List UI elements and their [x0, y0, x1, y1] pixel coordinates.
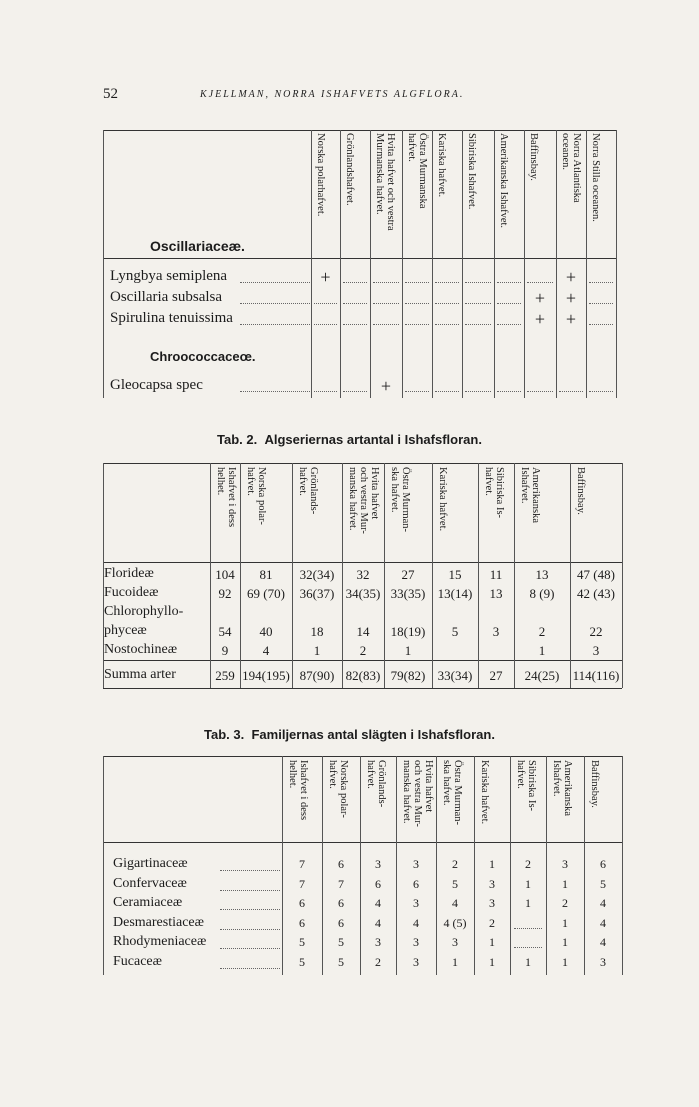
table-1-column-header: Sibiriska Ishafvet. — [466, 133, 477, 210]
table-3-left-rule — [103, 756, 104, 975]
table-2-sum-cell: 33(34) — [437, 668, 473, 683]
table-3-row-leader — [220, 948, 280, 949]
table-3-row-name: Confervaceæ — [113, 875, 187, 891]
table-2-cell: 8 (9) — [529, 586, 555, 601]
table-3-cell: 2 — [489, 915, 495, 930]
table-3-row-name: Desmarestiaceæ — [113, 914, 204, 930]
table-3-cell: 1 — [525, 896, 531, 910]
table-3-cell: 6 — [413, 876, 419, 891]
table-3-cell: 7 — [299, 876, 305, 891]
table-1-cell: + — [565, 267, 577, 287]
table-2-cell: 18(19) — [390, 624, 426, 639]
table-1-cell: + — [565, 309, 577, 329]
table-2-cell: 15 — [448, 567, 462, 582]
table-2-cell: 81 — [259, 567, 273, 582]
table-3-cell: 4 — [452, 896, 458, 910]
table-2-sum-cell: 79(82) — [390, 668, 426, 683]
table-1-column-header: Norra Stilla oceanen. — [590, 133, 601, 222]
table-3-cell: 1 — [489, 954, 495, 969]
table-1-row-name: Oscillaria subsalsa — [110, 289, 223, 305]
table-3-column-header: Ishafvet i dess helhet. — [287, 760, 309, 821]
table-3-cell: 3 — [489, 896, 495, 910]
table-2-cell: 14 — [356, 624, 370, 639]
table-1-cell: + — [534, 288, 546, 308]
table-3-header-rule — [103, 842, 622, 843]
table-1-column-header: Grönlandshafvet. — [344, 133, 355, 206]
table-1-column-header: Norra Atlantiska oceanen. — [560, 133, 582, 203]
table-3-column-header: Grönlands- hafvet. — [365, 760, 387, 808]
table-2-column-header: Norska polar- hafvet. — [245, 467, 267, 525]
table-3-column-header: Kariska hafvet. — [479, 760, 490, 825]
table-2-cell: 18 — [310, 624, 324, 639]
table-3-cell: 4 — [600, 935, 606, 949]
table-3-cell: 3 — [413, 954, 419, 969]
table-1-column-header: Norska polarhafvet. — [315, 133, 326, 217]
table-3-cell: 4 — [375, 896, 381, 910]
table-3-caption-prefix: Tab. 3. — [204, 727, 245, 742]
table-3-row-leader — [220, 929, 280, 930]
table-1-group-title: Chroococcaceœ. — [150, 349, 256, 364]
table-2-cell: 1 — [404, 643, 412, 658]
table-2-cell: 32 — [356, 567, 370, 582]
table-2-row-name: Florideæ — [104, 566, 154, 581]
table-3-cell: 1 — [489, 935, 495, 949]
table-1-row-name: Spirulina tenuissima — [110, 310, 233, 326]
table-2-column-header: Amerikanska Ishafvet. — [519, 467, 541, 523]
table-2-cell: 36(37) — [299, 586, 335, 601]
table-3-cell: 1 — [562, 954, 568, 969]
table-3-cell: 5 — [338, 954, 344, 969]
table-3-column-rule — [622, 756, 623, 975]
table-1-column-header: Amerikanska Ishafvet. — [498, 133, 509, 229]
table-3-cell: 1 — [489, 857, 495, 871]
table-2-cell: 9 — [221, 643, 229, 658]
table-3-top-rule — [103, 756, 622, 757]
table-3-cell: 4 — [375, 915, 381, 930]
table-1-cell: + — [320, 267, 331, 287]
table-3-cell: 3 — [413, 896, 419, 910]
table-3-column-header: Norska polar- hafvet. — [327, 760, 349, 818]
table-2-cell: 47 (48) — [577, 567, 615, 582]
table-2-cell: 42 (43) — [577, 586, 615, 601]
table-3-cell: 5 — [299, 935, 305, 949]
table-3-cell: 4 — [413, 915, 419, 930]
table-1-group-title: Oscillariaceæ. — [150, 238, 245, 254]
table-3-cell: 3 — [600, 954, 606, 969]
table-3-cell: 3 — [489, 876, 495, 891]
table-2-cell: 2 — [538, 624, 546, 639]
table-1-row-name: Lyngbya semiplena — [110, 268, 228, 284]
table-2-sum-cell: 114(116) — [572, 668, 620, 683]
table-2-cell: 92 — [218, 586, 232, 601]
table-2-column-header: Baffinsbay. — [575, 467, 586, 515]
table-2-sum-cell: 82(83) — [345, 668, 381, 683]
table-3-cell: 3 — [375, 935, 381, 949]
table-1-column-header: Hvita hafvet och vestra Murmanska hafvet. — [374, 133, 396, 231]
table-3-cell: 7 — [338, 876, 344, 891]
table-3-cell: 7 — [299, 857, 305, 871]
table-2-column-header: Kariska hafvet. — [437, 467, 448, 532]
table-1-row-name: Gleocapsa spec — [110, 377, 203, 393]
table-3-cell: 5 — [452, 876, 458, 891]
table-2-sum-cell: 87(90) — [299, 668, 335, 683]
table-2-cell: 69 (70) — [247, 586, 285, 601]
table-2-cell: 1 — [313, 643, 321, 658]
table-3-row-leader — [220, 909, 280, 910]
table-1-cell: + — [565, 288, 577, 308]
table-3-cell: 1 — [525, 954, 531, 969]
table-2-row-name: Fucoideæ — [104, 585, 159, 600]
table-3-column-header: Östra Murman- ska hafvet. — [441, 760, 463, 826]
table-2-sum-cell: 27 — [489, 668, 503, 683]
table-3-cell: 4 — [600, 896, 606, 910]
table-2-cell: 2 — [359, 643, 367, 658]
table-3-cell: 2 — [452, 857, 458, 871]
table-3-column-header: Amerikanska Ishafvet. — [551, 760, 573, 816]
table-2-cell: 3 — [592, 643, 600, 658]
table-2-cell: 13 — [489, 586, 503, 601]
table-2-cell: 13 — [535, 567, 549, 582]
table-2-column-header: Hvita hafvet och vestra Mur- manska hafvet. — [347, 467, 380, 534]
table-2-cell: 3 — [492, 624, 500, 639]
table-3-cell: 3 — [562, 857, 568, 871]
table-3-row-name: Fucaceæ — [113, 953, 162, 969]
table-3-column-header: Baffinsbay. — [589, 760, 600, 808]
table-3-row-name: Gigartinaceæ — [113, 856, 188, 871]
running-title: KJELLMAN, NORRA ISHAFVETS ALGFLORA. — [200, 89, 465, 100]
table-2-cell: 13(14) — [437, 586, 473, 601]
table-1-column-header: Baffinsbay. — [528, 133, 539, 181]
table-2-caption-prefix: Tab. 2. — [217, 432, 258, 447]
table-2-column-header: Sibiriska Is- hafvet. — [483, 467, 505, 519]
table-3-cell: 6 — [299, 896, 305, 910]
table-3-cell: 4 — [600, 915, 606, 930]
table-1-cell: + — [380, 376, 392, 396]
table-3-cell: 2 — [375, 954, 381, 969]
table-3-row-leader — [220, 890, 280, 891]
table-3-cell: 6 — [338, 896, 344, 910]
table-3-cell: 4 (5) — [443, 915, 467, 930]
table-2-row-name: Chlorophyllo- — [104, 604, 184, 619]
table-2-cell: 33(35) — [390, 586, 426, 601]
table-3-empty-cell — [514, 928, 542, 929]
table-3-cell: 2 — [525, 857, 531, 871]
table-3-row-leader — [220, 870, 280, 871]
table-3-row-leader — [220, 968, 280, 969]
table-2-cell: 27 — [401, 567, 415, 582]
table-3-cell: 6 — [338, 857, 344, 871]
table-2-cell: 40 — [259, 624, 273, 639]
table-3-cell: 5 — [299, 954, 305, 969]
table-3-cell: 1 — [452, 954, 458, 969]
table-3-cell: 5 — [600, 876, 606, 891]
table-3-cell: 2 — [562, 896, 568, 910]
table-2-caption-text: Algseriernas artantal i Ishafsfloran. — [264, 432, 482, 447]
table-2-sum-cell: 259 — [215, 668, 235, 683]
table-1-column-header: Kariska hafvet. — [436, 133, 447, 198]
table-3-cell: 3 — [375, 857, 381, 871]
table-2-row-name: phyceæ — [104, 623, 147, 638]
table-2-cell: 11 — [489, 567, 503, 582]
table-2-column-header: Grönlands- hafvet. — [297, 467, 319, 515]
table-3-row-name: Rhodymeniaceæ — [113, 934, 207, 949]
table-2-cell: 104 — [215, 567, 235, 582]
table-3-column-header: Hvita hafvet och vestra Mur- manska hafvet. — [401, 760, 434, 827]
table-3-cell: 3 — [413, 857, 419, 871]
table-2-sum-cell: 24(25) — [524, 668, 560, 683]
table-3-cell: 6 — [338, 915, 344, 930]
table-3-row-name: Ceramiaceæ — [113, 895, 183, 910]
table-2-row-name: Nostochineæ — [104, 642, 178, 657]
table-2-sum-cell: 194(195) — [242, 668, 290, 683]
table-2-cell: 32(34) — [299, 567, 335, 582]
table-3-cell: 1 — [562, 876, 568, 891]
table-1-column-header: Östra Murmanska hafvet. — [406, 133, 428, 209]
table-3-cell: 1 — [562, 935, 568, 949]
table-3-empty-cell — [514, 947, 542, 948]
table-3-column-header: Sibiriska Is- hafvet. — [515, 760, 537, 812]
table-3-cell: 3 — [452, 935, 458, 949]
table-3-cell: 6 — [375, 876, 381, 891]
table-3-cell: 3 — [413, 935, 419, 949]
table-2-cell: 54 — [218, 624, 232, 639]
table-3-caption-text: Familjernas antal slägten i Ishafsfloran. — [251, 727, 495, 742]
table-2-cell: 22 — [589, 624, 603, 639]
table-2-cell: 4 — [262, 643, 270, 658]
table-2-cell: 1 — [538, 643, 546, 658]
table-2-cell: 5 — [451, 624, 459, 639]
table-3-cell: 5 — [338, 935, 344, 949]
table-3-cell: 6 — [299, 915, 305, 930]
table-1-cell: + — [534, 309, 546, 329]
table-3-cell: 6 — [600, 857, 606, 871]
table-3-cell: 1 — [562, 915, 568, 930]
table-2-cell: 34(35) — [345, 586, 381, 601]
page-number: 52 — [103, 86, 118, 102]
table-2-column-header: Ishafvet i dess helhet. — [215, 467, 237, 528]
table-2-column-header: Östra Murman- ska hafvet. — [389, 467, 411, 533]
table-2-sum-name: Summa arter — [104, 667, 176, 682]
table-3-cell: 1 — [525, 876, 531, 891]
